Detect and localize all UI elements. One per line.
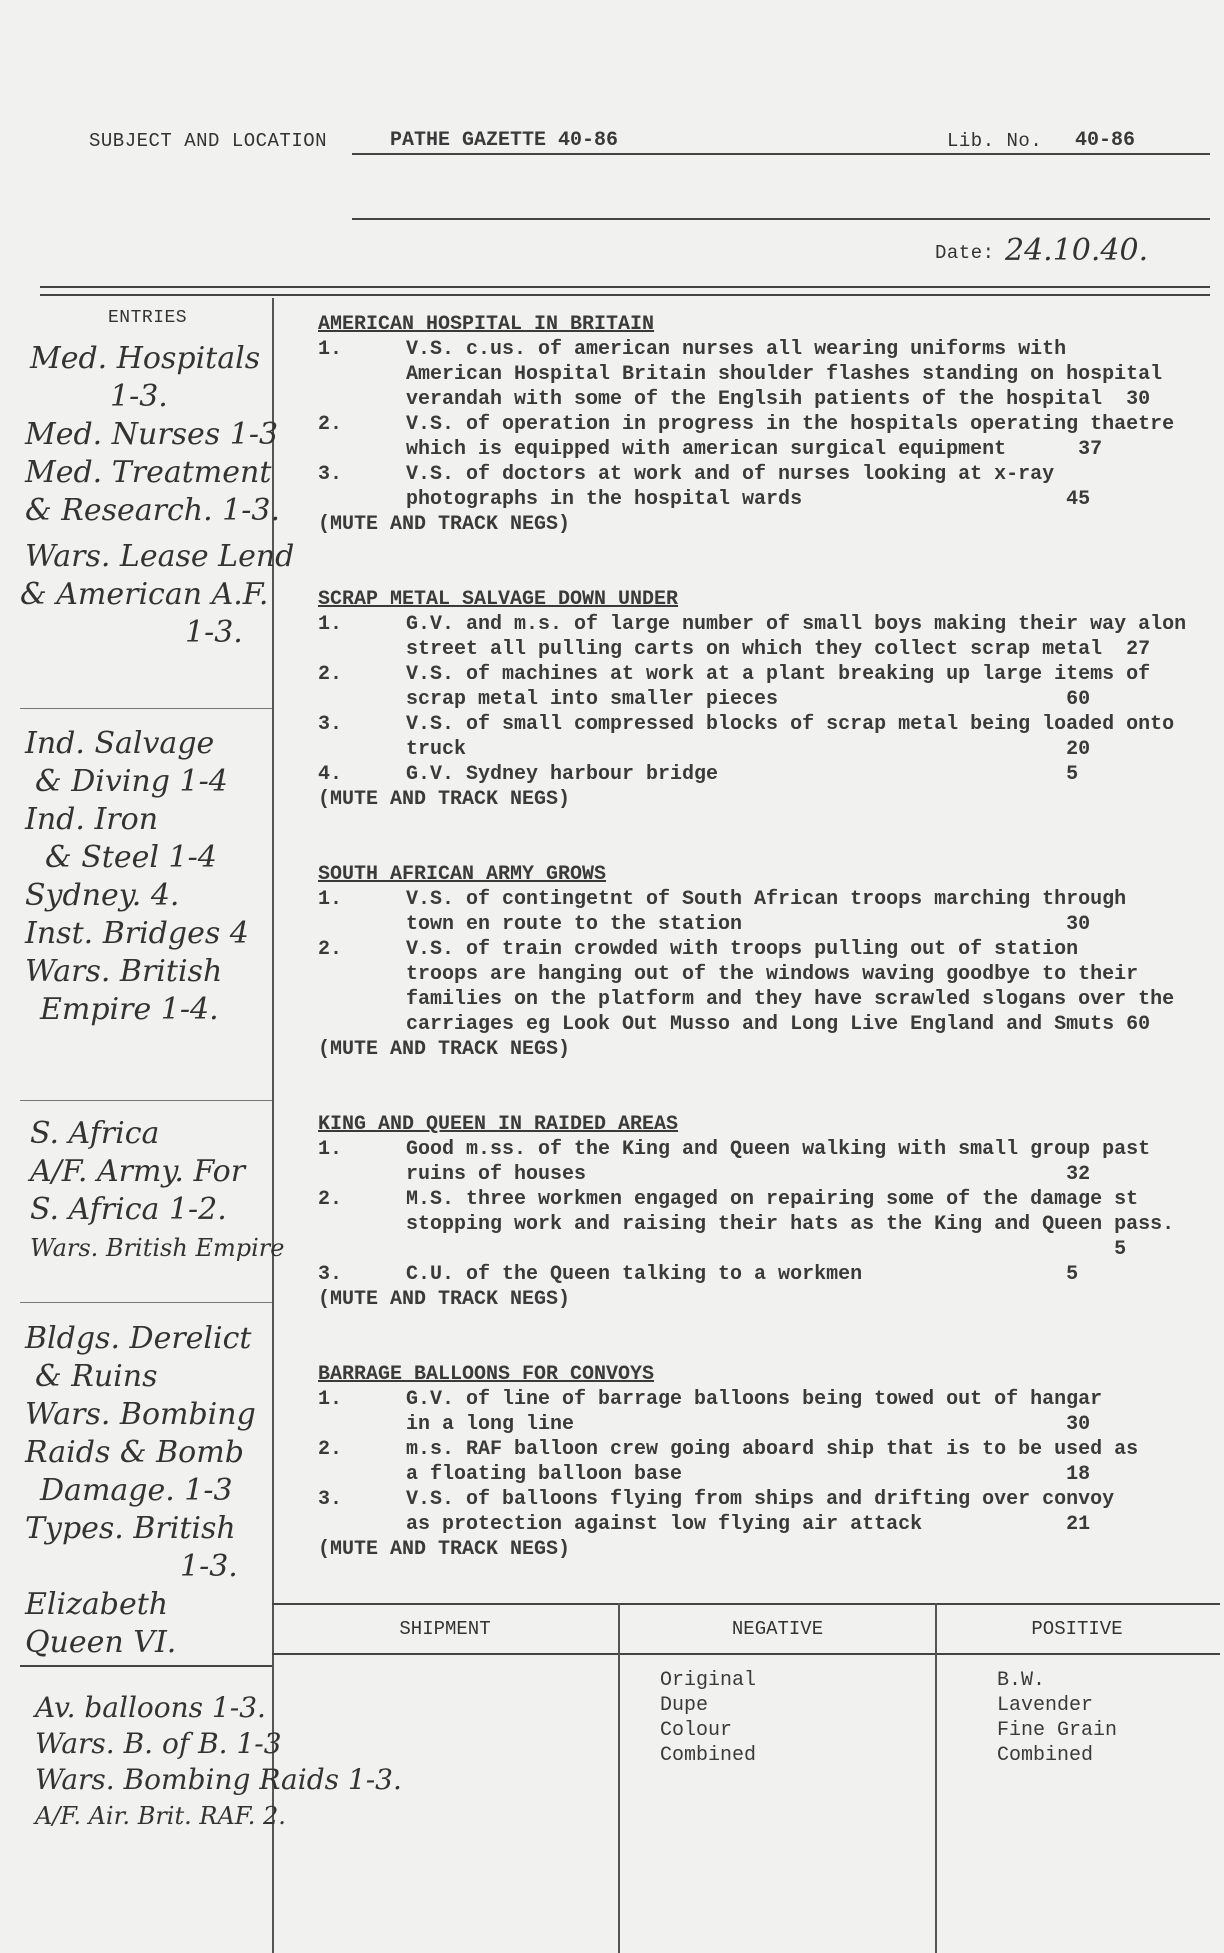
hand-note: Wars. B. of B. 1-3 <box>35 1727 282 1760</box>
table-header-rule <box>272 1653 1220 1655</box>
shot-description-line: m.s. RAF balloon crew going aboard ship that is to be used as <box>406 1438 1139 1461</box>
shot-description-line: in a long line 30 <box>406 1413 1091 1436</box>
shot-number: 1. <box>318 1388 343 1411</box>
shot-item <box>318 1262 1218 1287</box>
hand-note: Empire 1-4. <box>40 992 219 1027</box>
positive-item: Combined <box>997 1744 1094 1767</box>
hand-note: 1-3. <box>180 1549 238 1584</box>
shot-number: 2. <box>318 413 343 436</box>
shot-item <box>318 412 1218 462</box>
hand-note: A/F. Army. For <box>30 1154 246 1189</box>
hand-note: & American A.F. <box>20 577 269 612</box>
shot-description-line: carriages eg Look Out Musso and Long Live England and Smuts 60 <box>406 1013 1151 1036</box>
hand-note: Elizabeth <box>25 1587 169 1622</box>
hand-note: A/F. Air. Brit. RAF. 2. <box>35 1802 286 1830</box>
shot-description-line: V.S. of contingetnt of South African troops marching through <box>406 888 1127 911</box>
hand-note: & Diving 1-4 <box>35 764 228 799</box>
shot-item <box>318 762 1218 787</box>
hand-note: & Ruins <box>35 1359 158 1394</box>
shot-number: 1. <box>318 888 343 911</box>
hand-note: Wars. Lease Lend <box>25 539 295 574</box>
negative-list <box>660 1668 756 1768</box>
shot-description-line: 5 <box>406 1238 1127 1261</box>
shot-number: 2. <box>318 938 343 961</box>
handwritten-group-5 <box>20 1690 402 1834</box>
shot-description-line: photographs in the hospital wards 45 <box>406 488 1091 511</box>
header-rule-2 <box>40 294 1210 296</box>
positive-list <box>997 1668 1117 1768</box>
shot-number: 3. <box>318 1263 343 1286</box>
shot-number: 3. <box>318 1488 343 1511</box>
shipment-header: SHIPMENT <box>399 1618 491 1640</box>
shot-number: 3. <box>318 713 343 736</box>
shot-description-line: M.S. three workmen engaged on repairing some of the damage st <box>406 1188 1139 1211</box>
entries-separator-1 <box>20 708 272 709</box>
section-title: KING AND QUEEN IN RAIDED AREAS <box>318 1113 679 1136</box>
hand-note: S. Africa 1-2. <box>30 1192 227 1227</box>
shot-section <box>318 862 1218 1062</box>
shot-description-line: V.S. of balloons flying from ships and drifting over convoy <box>406 1488 1115 1511</box>
shot-item <box>318 462 1218 512</box>
shot-description-line: truck 20 <box>406 738 1091 761</box>
shot-description-line: stopping work and raising their hats as the King and Queen pass. <box>406 1213 1175 1236</box>
shot-description-line: street all pulling carts on which they collect scrap metal 27 <box>406 638 1151 661</box>
shot-number: 3. <box>318 463 343 486</box>
shot-item <box>318 337 1218 412</box>
positive-item: Lavender <box>997 1694 1094 1717</box>
shot-number: 1. <box>318 613 343 636</box>
section-title: SCRAP METAL SALVAGE DOWN UNDER <box>318 588 679 611</box>
shot-description-line: ruins of houses 32 <box>406 1163 1091 1186</box>
hand-note: Types. British <box>25 1511 236 1546</box>
section-footer: (MUTE AND TRACK NEGS) <box>318 1038 571 1061</box>
hand-note: Med. Nurses 1-3 <box>25 417 279 452</box>
shot-description-line: a floating balloon base 18 <box>406 1463 1091 1486</box>
shot-item <box>318 1187 1218 1262</box>
shot-item <box>318 662 1218 712</box>
lib-label: Lib. No. <box>947 130 1043 152</box>
shot-description-line: which is equipped with american surgical equipment 37 <box>406 438 1103 461</box>
subject-label: SUBJECT AND LOCATION <box>89 130 328 152</box>
hand-note: Wars. Bombing <box>25 1397 256 1432</box>
shot-number: 1. <box>318 338 343 361</box>
negative-item: Original <box>660 1669 757 1692</box>
hand-note: Wars. British Empire <box>30 1234 285 1262</box>
shot-number: 2. <box>318 1438 343 1461</box>
subject-value: PATHE GAZETTE 40-86 <box>390 129 619 152</box>
hand-note: Med. Treatment <box>25 455 272 490</box>
table-divider-2 <box>935 1603 937 1953</box>
positive-item: B.W. <box>997 1669 1046 1692</box>
hand-note: Raids & Bomb <box>25 1435 244 1470</box>
shot-item <box>318 1437 1218 1487</box>
shot-item <box>318 612 1218 662</box>
negative-item: Combined <box>660 1744 757 1767</box>
hand-note: & Research. 1-3. <box>25 493 280 528</box>
positive-item: Fine Grain <box>997 1719 1118 1742</box>
shot-item <box>318 1387 1218 1437</box>
handwritten-group-4 <box>20 1320 256 1662</box>
shot-item <box>318 937 1218 1037</box>
shot-number: 1. <box>318 1138 343 1161</box>
shot-description-line: verandah with some of the Englsih patients of the hospital 30 <box>406 388 1151 411</box>
handwritten-group-1 <box>20 340 294 652</box>
shot-description-line: V.S. of doctors at work and of nurses looking at x-ray <box>406 463 1055 486</box>
handwritten-group-2 <box>20 725 249 1029</box>
shot-item <box>318 712 1218 762</box>
shot-description-line: V.S. of operation in progress in the hospitals operating thaetre <box>406 413 1175 436</box>
section-title: SOUTH AFRICAN ARMY GROWS <box>318 863 607 886</box>
lib-value: 40-86 <box>1075 129 1136 152</box>
hand-note: & Steel 1-4 <box>45 840 217 875</box>
date-label: Date: <box>935 242 995 264</box>
section-title: BARRAGE BALLOONS FOR CONVOYS <box>318 1363 655 1386</box>
shot-description-line: G.V. of line of barrage balloons being towed out of hangar <box>406 1388 1103 1411</box>
hand-note: Damage. 1-3 <box>40 1473 233 1508</box>
shot-description-line: G.V. and m.s. of large number of small boys making their way alon <box>406 613 1187 636</box>
subject-underline <box>352 153 1210 155</box>
shot-description-line: as protection against low flying air attack 21 <box>406 1513 1091 1536</box>
shot-section <box>318 1362 1218 1562</box>
section-footer: (MUTE AND TRACK NEGS) <box>318 1538 571 1561</box>
shot-list <box>318 312 1218 1562</box>
positive-header: POSITIVE <box>1031 1618 1123 1640</box>
hand-note: Med. Hospitals <box>30 341 261 376</box>
shot-description-line: V.S. of train crowded with troops pulling out of station <box>406 938 1079 961</box>
header-rule-1 <box>40 286 1210 288</box>
shot-description-line: V.S. of small compressed blocks of scrap metal being loaded onto <box>406 713 1175 736</box>
shot-description-line: C.U. of the Queen talking to a workmen 5 <box>406 1263 1079 1286</box>
entries-label: ENTRIES <box>108 308 188 328</box>
table-divider-1 <box>618 1603 620 1953</box>
hand-note: Wars. Bombing Raids 1-3. <box>35 1763 402 1796</box>
shot-number: 2. <box>318 1188 343 1211</box>
shot-section <box>318 312 1218 537</box>
negative-item: Colour <box>660 1719 733 1742</box>
hand-note: Queen VI. <box>25 1625 177 1660</box>
shot-item <box>318 887 1218 937</box>
hand-note: 1-3. <box>185 615 243 650</box>
hand-note: Av. balloons 1-3. <box>35 1691 266 1724</box>
shot-description-line: G.V. Sydney harbour bridge 5 <box>406 763 1079 786</box>
hand-note: Ind. Iron <box>25 802 159 837</box>
shot-description-line: V.S. of machines at work at a plant breaking up large items of <box>406 663 1151 686</box>
shot-description-line: families on the platform and they have scrawled slogans over the <box>406 988 1175 1011</box>
subject-line-2 <box>352 218 1210 220</box>
entries-separator-2 <box>20 1100 272 1101</box>
shot-section <box>318 1112 1218 1312</box>
hand-note: S. Africa <box>30 1116 160 1151</box>
negative-header: NEGATIVE <box>731 1618 824 1640</box>
section-footer: (MUTE AND TRACK NEGS) <box>318 788 571 811</box>
shot-item <box>318 1137 1218 1187</box>
date-value: 24.10.40. <box>1005 233 1149 268</box>
hand-note: Ind. Salvage <box>25 726 215 761</box>
shot-item <box>318 1487 1218 1537</box>
section-title: AMERICAN HOSPITAL IN BRITAIN <box>318 313 655 336</box>
hand-note: 1-3. <box>110 379 168 414</box>
shot-number: 2. <box>318 663 343 686</box>
shot-description-line: troops are hanging out of the windows waving goodbye to their <box>406 963 1139 986</box>
shot-description-line: town en route to the station 30 <box>406 913 1091 936</box>
entries-separator-3 <box>20 1302 272 1303</box>
section-footer: (MUTE AND TRACK NEGS) <box>318 513 571 536</box>
table-top-rule <box>272 1603 1220 1605</box>
negative-item: Dupe <box>660 1694 709 1717</box>
shot-number: 4. <box>318 763 343 786</box>
hand-note: Sydney. 4. <box>25 878 180 913</box>
hand-note: Wars. British <box>25 954 223 989</box>
entries-separator-4 <box>20 1665 272 1667</box>
handwritten-group-3 <box>20 1115 284 1267</box>
hand-note: Inst. Bridges 4 <box>25 916 249 951</box>
section-footer: (MUTE AND TRACK NEGS) <box>318 1288 571 1311</box>
hand-note: Bldgs. Derelict <box>25 1321 252 1356</box>
shot-description-line: American Hospital Britain shoulder flashes standing on hospital <box>406 363 1163 386</box>
shot-description-line: V.S. c.us. of american nurses all wearing uniforms with <box>406 338 1067 361</box>
shot-section <box>318 587 1218 812</box>
shot-description-line: Good m.ss. of the King and Queen walking with small group past <box>406 1138 1151 1161</box>
shot-description-line: scrap metal into smaller pieces 60 <box>406 688 1091 711</box>
